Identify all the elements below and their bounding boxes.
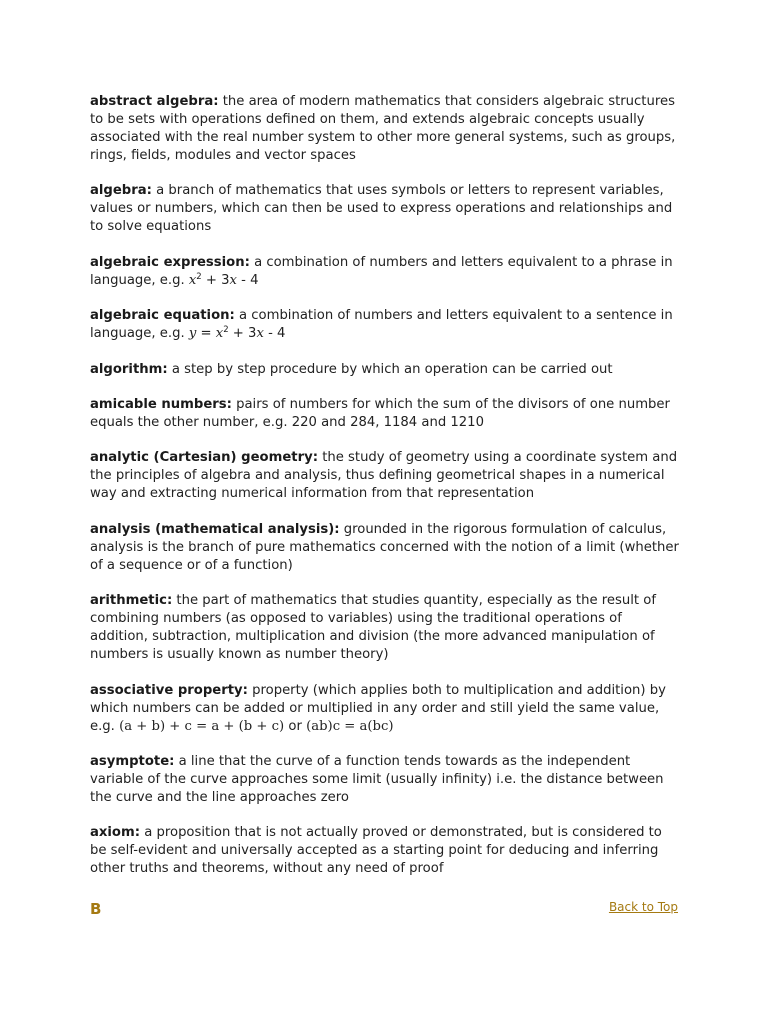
glossary-entry-algorithm <box>90 361 682 379</box>
glossary-definition: property (which applies both to multiplication and addition) by which numbers can be added or multiplied in any order and still yield the same value, e.g. <box>90 682 666 734</box>
glossary-term: abstract algebra: <box>90 94 219 109</box>
formula-exponent: 2 <box>196 271 202 282</box>
glossary-entry-algebraic-equation <box>90 307 682 343</box>
glossary-entry-algebra <box>90 182 682 236</box>
glossary-term: associative property: <box>90 682 248 698</box>
glossary-entry-associative-property <box>90 682 682 736</box>
glossary-term: asymptote: <box>90 753 175 769</box>
glossary-entry-asymptote <box>90 753 682 807</box>
section-footer <box>90 900 680 922</box>
formula-variable: x <box>215 326 224 342</box>
glossary-definition: a line that the curve of a function tends towards as the independent variable of the curve approaches some limit (usually infinity) i.e. the distance between the curve and the line approaches zero <box>90 753 664 805</box>
glossary <box>90 93 682 896</box>
glossary-term: arithmetic: <box>90 593 173 609</box>
formula-text: = <box>196 326 216 342</box>
glossary-term: algebraic expression: <box>90 254 250 270</box>
glossary-entry-algebraic-expression <box>90 254 682 290</box>
formula: (a + b) + c = a + (b + c) <box>119 718 285 734</box>
formula-exponent: 2 <box>223 325 229 336</box>
glossary-definition: the part of mathematics that studies quantity, especially as the result of combining numbers (as opposed to variables) using the traditional operations of addition, subtraction, multiplication and division (the more advanced manipulation of numbers is usually known as number theory) <box>90 593 656 663</box>
section-heading-letter: B <box>90 900 102 918</box>
formula-text: + 3 <box>228 326 257 342</box>
glossary-entry-axiom <box>90 824 682 878</box>
glossary-entry-amicable-numbers <box>90 396 682 432</box>
formula: (ab)c = a(bc) <box>306 718 394 734</box>
formula-variable: x <box>229 272 237 288</box>
glossary-term: analysis (mathematical analysis): <box>90 521 340 537</box>
glossary-term: algebraic equation: <box>90 308 235 324</box>
glossary-definition: a combination of numbers and letters equivalent to a sentence in language, e.g. <box>90 308 673 342</box>
formula-variable: y <box>188 326 197 342</box>
glossary-definition: the area of modern mathematics that considers algebraic structures to be sets with operations defined on them, and extends algebraic concepts usually associated with the real number system to other more general systems, such as groups, rings, fields, modules and vector spaces <box>90 94 676 163</box>
formula-variable: x <box>256 326 264 342</box>
glossary-definition: a proposition that is not actually proved or demonstrated, but is considered to be self-evident and universally accepted as a starting point for deducing and inferring other truths and theorems, without any need of proof <box>90 825 662 877</box>
formula <box>189 326 286 341</box>
glossary-definition: pairs of numbers for which the sum of the divisors of one number equals the other number, e.g. 220 and 284, 1184 and 1210 <box>90 396 670 430</box>
glossary-definition: a branch of mathematics that uses symbols or letters to represent variables, values or numbers, which can then be used to express operations and relationships and to solve equations <box>90 183 673 235</box>
glossary-term: amicable numbers: <box>90 396 232 412</box>
glossary-definition: the study of geometry using a coordinate system and the principles of algebra and analysis, thus defining geometrical shapes in a numerical way and extracting numerical information from that representation <box>90 450 678 502</box>
formula-text: + 3 <box>201 272 230 288</box>
glossary-term: analytic (Cartesian) geometry: <box>90 450 318 466</box>
glossary-definition: grounded in the rigorous formulation of calculus, analysis is the branch of pure mathematics concerned with the notion of a limit (whether of a sequence or of a function) <box>90 521 679 573</box>
glossary-entry-arithmetic <box>90 592 682 664</box>
glossary-definition: a step by step procedure by which an operation can be carried out <box>171 361 613 377</box>
formula <box>189 273 259 288</box>
formula-variable: x <box>188 272 197 288</box>
glossary-entry-abstract-algebra <box>90 93 682 165</box>
glossary-term: axiom: <box>90 825 141 841</box>
glossary-entry-analysis <box>90 521 682 575</box>
formula-text: - 4 <box>263 326 286 342</box>
glossary-term: algebra: <box>90 183 152 199</box>
glossary-entry-analytic-geometry <box>90 449 682 503</box>
back-to-top-link[interactable]: Back to Top <box>608 900 678 914</box>
formula-text: - 4 <box>236 272 259 288</box>
glossary-term: algorithm: <box>90 361 168 377</box>
formula-text: or <box>284 718 307 734</box>
glossary-definition: a combination of numbers and letters equivalent to a phrase in language, e.g. <box>90 254 673 288</box>
